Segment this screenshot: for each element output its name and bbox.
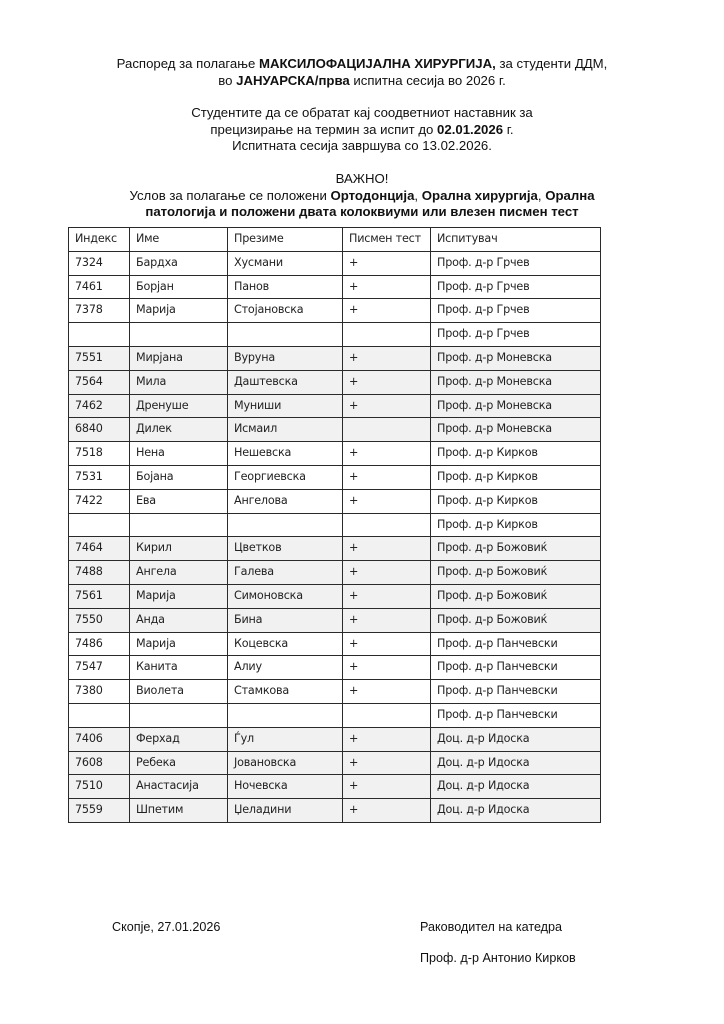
table-row [69,299,601,323]
cell-last-name: Коцевска [228,632,343,656]
table-row [69,394,601,418]
cell-examiner: Проф. д-р Панчевски [431,632,601,656]
table-row [69,561,601,585]
table-row [69,656,601,680]
cell-index: 7559 [69,799,130,823]
cell-index: 7608 [69,751,130,775]
cell-examiner: Проф. д-р Кирков [431,489,601,513]
cell-written-test: + [343,346,431,370]
cell-examiner: Проф. д-р Панчевски [431,656,601,680]
cell-examiner: Проф. д-р Божовиќ [431,537,601,561]
cell-index: 7422 [69,489,130,513]
cell-last-name: Вуруна [228,346,343,370]
cell-index: 7486 [69,632,130,656]
cell-first-name: Шпетим [130,799,228,823]
cell-index: 7378 [69,299,130,323]
cell-written-test: + [343,727,431,751]
cell-last-name: Хусмани [228,251,343,275]
cell-last-name [228,323,343,347]
table-row [69,489,601,513]
cell-examiner: Проф. д-р Панчевски [431,703,601,727]
cell-first-name: Борјан [130,275,228,299]
cell-written-test: + [343,799,431,823]
cell-examiner: Проф. д-р Моневска [431,418,601,442]
cell-first-name: Ангела [130,561,228,585]
cell-index: 7461 [69,275,130,299]
cell-written-test: + [343,680,431,704]
column-header-last-name: Презиме [228,228,343,252]
cell-index: 7510 [69,775,130,799]
cell-examiner: Проф. д-р Моневска [431,346,601,370]
cell-examiner: Проф. д-р Моневска [431,394,601,418]
table-row [69,275,601,299]
cell-index: 7488 [69,561,130,585]
column-header-first-name: Име [130,228,228,252]
table-row [69,442,601,466]
cell-last-name: Муниши [228,394,343,418]
cell-first-name: Марија [130,299,228,323]
table-row [69,418,601,442]
cell-written-test: + [343,632,431,656]
cell-examiner: Проф. д-р Кирков [431,465,601,489]
cell-examiner: Проф. д-р Кирков [431,513,601,537]
cell-written-test: + [343,442,431,466]
table-row [69,584,601,608]
cell-examiner: Проф. д-р Грчев [431,299,601,323]
condition-line-1: Услов за полагање се положени Ортодонција, Орална хирургија, Орална [129,187,595,203]
cell-first-name: Мирјана [130,346,228,370]
cell-last-name [228,703,343,727]
condition-block [0,171,724,221]
important-label: ВАЖНО! [335,171,389,186]
cell-last-name: Даштевска [228,370,343,394]
cell-first-name: Ребека [130,751,228,775]
cell-index: 7531 [69,465,130,489]
cell-examiner: Проф. д-р Панчевски [431,680,601,704]
table-row [69,703,601,727]
notice-line-2: прецизирање на термин за испит до 02.01.2026 г. [210,121,514,137]
cell-first-name: Анастасија [130,775,228,799]
notice-line-3: Испитната сесија завршува со 13.02.2026. [232,138,492,153]
cell-last-name: Стојановска [228,299,343,323]
cell-written-test [343,703,431,727]
cell-written-test: + [343,370,431,394]
cell-written-test [343,323,431,347]
cell-written-test: + [343,584,431,608]
cell-first-name: Нена [130,442,228,466]
cell-index: 7551 [69,346,130,370]
cell-index: 7518 [69,442,130,466]
cell-first-name: Бојана [130,465,228,489]
column-header-index: Индекс [69,228,130,252]
cell-written-test: + [343,251,431,275]
title-line-2: во ЈАНУАРСКА/прва испитна сесија во 2026 г. [218,72,506,88]
cell-first-name: Ева [130,489,228,513]
cell-last-name: Георгиевска [228,465,343,489]
cell-examiner: Проф. д-р Божовиќ [431,608,601,632]
cell-examiner: Проф. д-р Грчев [431,251,601,275]
cell-written-test: + [343,489,431,513]
table-row [69,632,601,656]
cell-written-test: + [343,394,431,418]
cell-written-test: + [343,299,431,323]
document-title [0,56,724,89]
cell-examiner: Проф. д-р Кирков [431,442,601,466]
cell-last-name: Симоновска [228,584,343,608]
cell-written-test: + [343,656,431,680]
table-row [69,323,601,347]
cell-written-test: + [343,751,431,775]
table-row [69,513,601,537]
table-row [69,465,601,489]
cell-index: 7547 [69,656,130,680]
column-header-written-test: Писмен тест [343,228,431,252]
table-row [69,608,601,632]
column-header-examiner: Испитувач [431,228,601,252]
cell-first-name [130,513,228,537]
cell-first-name [130,703,228,727]
cell-written-test: + [343,608,431,632]
cell-last-name: Исмаил [228,418,343,442]
cell-first-name: Анда [130,608,228,632]
table-row [69,751,601,775]
cell-last-name: Стамкова [228,680,343,704]
cell-examiner: Доц. д-р Идоска [431,799,601,823]
cell-first-name: Бардха [130,251,228,275]
table-row [69,251,601,275]
signatory-name: Проф. д-р Антонио Кирков [420,951,576,965]
cell-examiner: Проф. д-р Грчев [431,275,601,299]
deadline-date: 02.01.2026 [437,121,504,137]
cell-first-name: Канита [130,656,228,680]
cell-index: 7564 [69,370,130,394]
cell-index: 7406 [69,727,130,751]
cell-last-name: Ночевска [228,775,343,799]
cell-last-name: Ангелова [228,489,343,513]
cell-last-name: Џеладини [228,799,343,823]
cell-first-name: Виолета [130,680,228,704]
cell-last-name: Алиу [228,656,343,680]
cell-index: 7380 [69,680,130,704]
table-row [69,799,601,823]
cell-index [69,703,130,727]
cell-written-test [343,513,431,537]
cell-last-name: Нешевска [228,442,343,466]
cell-index [69,513,130,537]
cell-written-test: + [343,561,431,585]
cell-last-name: Цветков [228,537,343,561]
cell-index: 7324 [69,251,130,275]
cell-last-name: Ѓул [228,727,343,751]
table-row [69,775,601,799]
table-row [69,680,601,704]
notice-line-1: Студентите да се обратат кај соодветниот наставник за [191,105,533,120]
cell-index: 7561 [69,584,130,608]
cell-first-name: Ферхад [130,727,228,751]
cell-examiner: Доц. д-р Идоска [431,775,601,799]
cell-examiner: Проф. д-р Божовиќ [431,561,601,585]
cell-written-test: + [343,275,431,299]
cell-examiner: Доц. д-р Идоска [431,751,601,775]
place-date: Скопје, 27.01.2026 [112,920,221,934]
table-row [69,346,601,370]
cell-last-name: Бина [228,608,343,632]
cell-first-name: Дилек [130,418,228,442]
table-header-row [69,228,601,252]
session-name: ЈАНУАРСКА/прва [236,72,350,88]
cell-examiner: Проф. д-р Божовиќ [431,584,601,608]
cell-first-name: Кирил [130,537,228,561]
cell-written-test [343,418,431,442]
cell-index: 7550 [69,608,130,632]
table-row [69,370,601,394]
cell-first-name: Дренуше [130,394,228,418]
notice-block [0,105,724,155]
cell-index [69,323,130,347]
table-body [69,251,601,822]
condition-line-2: патологија и положени двата колоквиуми или влезен писмен тест [145,204,579,219]
signatory-role: Раководител на катедра [420,920,563,934]
cell-last-name: Јовановска [228,751,343,775]
table-row [69,537,601,561]
cell-written-test: + [343,537,431,561]
cell-first-name [130,323,228,347]
cell-index: 7464 [69,537,130,561]
cell-index: 6840 [69,418,130,442]
cell-last-name: Панов [228,275,343,299]
title-line-1: Распоред за полагање МАКСИЛОФАЦИЈАЛНА ХИРУРГИЈА, за студенти ДДМ, [116,56,608,71]
cell-written-test: + [343,775,431,799]
cell-last-name: Галева [228,561,343,585]
cell-first-name: Мила [130,370,228,394]
cell-index: 7462 [69,394,130,418]
table-row [69,727,601,751]
exam-schedule-table [68,227,601,823]
cell-first-name: Марија [130,632,228,656]
cell-examiner: Проф. д-р Грчев [431,323,601,347]
cell-written-test: + [343,465,431,489]
course-name: МАКСИЛОФАЦИЈАЛНА ХИРУРГИЈА, [258,56,496,71]
cell-last-name [228,513,343,537]
cell-examiner: Проф. д-р Моневска [431,370,601,394]
cell-examiner: Доц. д-р Идоска [431,727,601,751]
cell-first-name: Марија [130,584,228,608]
